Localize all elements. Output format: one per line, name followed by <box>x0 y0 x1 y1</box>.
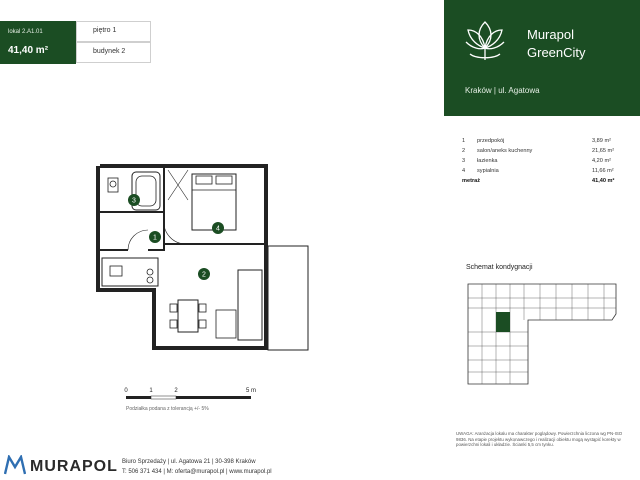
room-marker-1 <box>149 231 161 243</box>
unit-info-table <box>0 21 152 64</box>
room-row <box>462 138 622 148</box>
contact-line: T: 506 371 434 | M: oferta@murapol.pl | www.murapol.pl <box>122 469 272 475</box>
unit-id-cell <box>0 21 76 64</box>
room-name: salon/aneks kuchenny <box>477 148 533 154</box>
apartment-floor-plan <box>88 160 313 360</box>
balcony-outline <box>268 246 308 350</box>
murapol-logo-icon <box>4 455 26 475</box>
address-line: Biuro Sprzedaży | ul. Agatowa 21 | 30-398 Kraków <box>122 459 256 465</box>
room-num: 3 <box>462 158 466 164</box>
total-label: metraż <box>462 178 481 184</box>
brand-name-line2: GreenCity <box>527 45 586 60</box>
room-area: 4,20 m² <box>592 158 611 164</box>
greencity-flower-logo-icon <box>462 18 508 64</box>
unit-label-text: lokal <box>8 29 21 35</box>
room-marker-label: 3 <box>132 197 136 205</box>
scale-tick: 5 m <box>245 388 257 394</box>
floor-schematic <box>462 280 622 390</box>
scale-bar <box>96 384 276 414</box>
brand-panel <box>444 0 640 116</box>
room-name: łazienka <box>477 158 498 164</box>
floor-cell: piętro 1 <box>76 21 151 42</box>
unit-area: 41,40 m² <box>8 45 49 56</box>
room-marker-label: 2 <box>202 271 206 279</box>
room-name: sypialnia <box>477 168 499 174</box>
schemat-title: Schemat kondygnacji <box>466 264 533 271</box>
room-marker-label: 4 <box>216 225 220 233</box>
building-cell: budynek 2 <box>76 42 151 63</box>
total-area: 41,40 m² <box>592 178 615 184</box>
room-row <box>462 168 622 178</box>
room-marker-2 <box>198 268 210 280</box>
room-row <box>462 158 622 168</box>
scale-note: Podziałka podana z tolerancją +/- 5% <box>126 406 209 412</box>
brand-location: Kraków | ul. Agatowa <box>465 86 540 95</box>
room-list <box>462 138 622 188</box>
unit-code: 2.A1.01 <box>22 29 43 35</box>
disclaimer-note: UWAGA: Aranżacja lokalu ma charakter poglądowy. Powierzchnia liczona wg PN-ISO 9836. Na etapie projektu wykonawczego i realizacji obiektu mogą wystąpić korekty w powierzchni lokali i układzie. Ścianki 5,5 cm tynku. <box>456 431 623 448</box>
scale-tick: 1 <box>149 388 153 394</box>
total-row <box>462 178 622 188</box>
room-num: 2 <box>462 148 466 154</box>
room-name: przedpokój <box>477 138 505 144</box>
room-marker-label: 1 <box>153 234 157 242</box>
room-num: 1 <box>462 138 466 144</box>
unit-label <box>8 29 43 35</box>
brand-name-line1: Murapol <box>527 27 574 42</box>
footer-address <box>122 457 272 477</box>
room-area: 21,65 m² <box>592 148 615 154</box>
room-area: 11,66 m² <box>592 168 614 174</box>
room-marker-4 <box>212 222 224 234</box>
footer-company: MURAPOL <box>30 458 118 475</box>
room-num: 4 <box>462 168 466 174</box>
scale-tick: 2 <box>174 388 178 394</box>
room-row <box>462 148 622 158</box>
scale-tick: 0 <box>124 388 128 394</box>
highlighted-unit <box>496 312 510 332</box>
room-marker-3 <box>128 194 140 206</box>
room-area: 3,89 m² <box>592 138 611 144</box>
